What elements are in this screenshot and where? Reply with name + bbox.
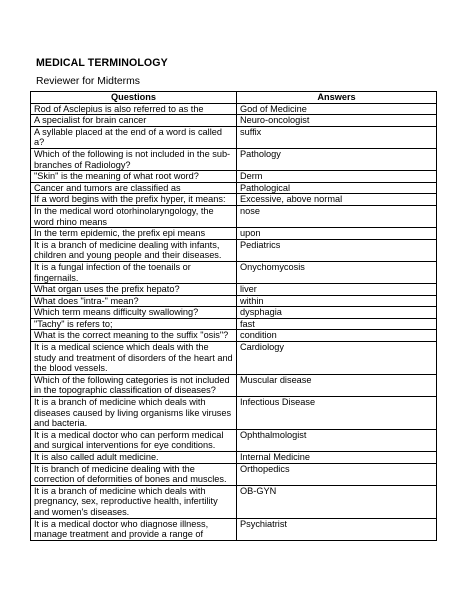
answer-cell: Onychomycosis	[237, 261, 437, 283]
answer-cell: Excessive, above normal	[237, 194, 437, 206]
answers-header: Answers	[237, 92, 437, 104]
answer-cell: suffix	[237, 126, 437, 148]
answer-cell: Ophthalmologist	[237, 429, 437, 451]
answer-cell: liver	[237, 284, 437, 296]
question-cell: It is also called adult medicine.	[31, 452, 237, 464]
question-cell: Which of the following is not included in the sub-branches of Radiology?	[31, 148, 237, 170]
question-cell: It is branch of medicine dealing with the correction of deformities of bones and muscles.	[31, 463, 237, 485]
table-row	[31, 126, 437, 148]
question-cell: It is a medical science which deals with the study and treatment of disorders of the heart and the blood vessels.	[31, 342, 237, 375]
table-row	[31, 182, 437, 194]
question-cell: What does "intra-" mean?	[31, 295, 237, 307]
answer-cell: Cardiology	[237, 342, 437, 375]
question-cell: It is a branch of medicine dealing with infants, children and young people and their diseases.	[31, 239, 237, 261]
table-row	[31, 429, 437, 451]
answer-cell: Muscular disease	[237, 374, 437, 396]
table-row	[31, 485, 437, 518]
table-row	[31, 228, 437, 240]
table-row	[31, 148, 437, 170]
table-row	[31, 342, 437, 375]
answer-cell: Derm	[237, 171, 437, 183]
table-row	[31, 284, 437, 296]
table-row	[31, 518, 437, 540]
table-row	[31, 205, 437, 227]
table-body	[31, 103, 437, 540]
table-row	[31, 330, 437, 342]
answer-cell: Pathology	[237, 148, 437, 170]
answer-cell: upon	[237, 228, 437, 240]
table-row	[31, 318, 437, 330]
question-cell: It is a fungal infection of the toenails or fingernails.	[31, 261, 237, 283]
table-row	[31, 452, 437, 464]
answer-cell: OB-GYN	[237, 485, 437, 518]
question-cell: What is the correct meaning to the suffix "osis"?	[31, 330, 237, 342]
question-cell: A specialist for brain cancer	[31, 115, 237, 127]
table-row	[31, 239, 437, 261]
question-cell: In the medical word otorhinolaryngology, the word rhino means	[31, 205, 237, 227]
table-header-row	[31, 92, 437, 104]
answer-cell: fast	[237, 318, 437, 330]
question-cell: It is a branch of medicine which deals with pregnancy, sex, reproductive health, infertility and women's diseases.	[31, 485, 237, 518]
question-cell: What organ uses the prefix hepato?	[31, 284, 237, 296]
answer-cell: dysphagia	[237, 307, 437, 319]
document-title: MEDICAL TERMINOLOGY	[36, 57, 168, 69]
table-row	[31, 115, 437, 127]
question-cell: "Skin" is the meaning of what root word?	[31, 171, 237, 183]
table-row	[31, 295, 437, 307]
table-row	[31, 171, 437, 183]
answer-cell: Pathological	[237, 182, 437, 194]
question-cell: A syllable placed at the end of a word is called a?	[31, 126, 237, 148]
table-row	[31, 103, 437, 115]
table-row	[31, 397, 437, 430]
question-cell: In the term epidemic, the prefix epi means	[31, 228, 237, 240]
table-row	[31, 307, 437, 319]
questions-header: Questions	[31, 92, 237, 104]
answer-cell: Neuro-oncologist	[237, 115, 437, 127]
question-cell: Cancer and tumors are classified as	[31, 182, 237, 194]
answer-cell: God of Medicine	[237, 103, 437, 115]
table-row	[31, 374, 437, 396]
question-cell: It is a medical doctor who diagnose illness, manage treatment and provide a range of	[31, 518, 237, 540]
question-cell: It is a branch of medicine which deals with diseases caused by living organisms like viruses and bacteria.	[31, 397, 237, 430]
table-row	[31, 261, 437, 283]
qa-table	[30, 91, 437, 541]
table-row	[31, 463, 437, 485]
document-subtitle: Reviewer for Midterms	[36, 76, 140, 87]
table-row	[31, 194, 437, 206]
answer-cell: Pediatrics	[237, 239, 437, 261]
question-cell: Which of the following categories is not included in the topographic classification of diseases?	[31, 374, 237, 396]
answer-cell: Orthopedics	[237, 463, 437, 485]
answer-cell: Psychiatrist	[237, 518, 437, 540]
answer-cell: condition	[237, 330, 437, 342]
answer-cell: Internal Medicine	[237, 452, 437, 464]
question-cell: Rod of Asclepius is also referred to as the	[31, 103, 237, 115]
answer-cell: within	[237, 295, 437, 307]
answer-cell: nose	[237, 205, 437, 227]
answer-cell: Infectious Disease	[237, 397, 437, 430]
question-cell: If a word begins with the prefix hyper, it means:	[31, 194, 237, 206]
question-cell: It is a medical doctor who can perform medical and surgical interventions for eye conditions.	[31, 429, 237, 451]
question-cell: Which term means difficulty swallowing?	[31, 307, 237, 319]
question-cell: "Tachy" is refers to;	[31, 318, 237, 330]
